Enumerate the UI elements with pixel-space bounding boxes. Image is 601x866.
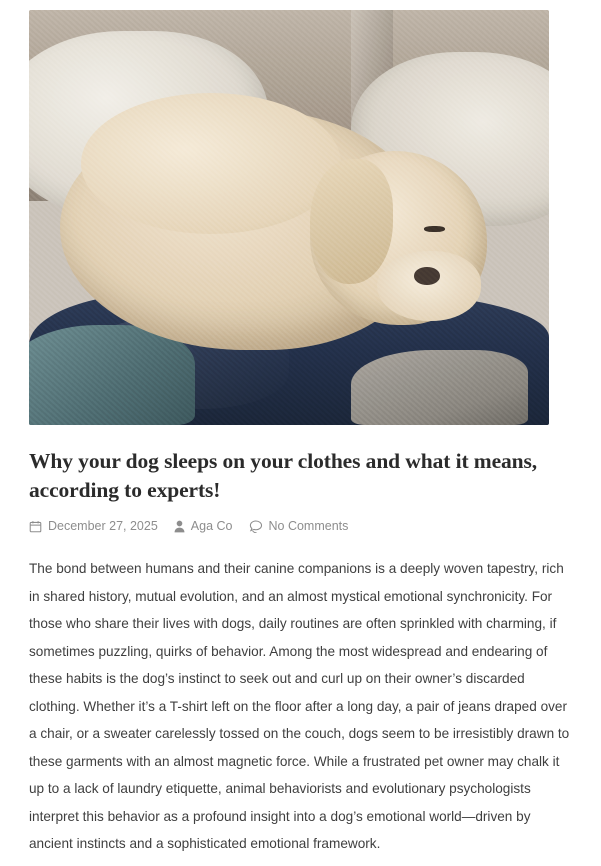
meta-date: [29, 519, 158, 533]
photo-texture-overlay: [29, 10, 549, 425]
page-title: Why your dog sleeps on your clothes and what it means, according to experts!: [29, 449, 538, 503]
post-body: [29, 555, 572, 857]
comment-icon: [249, 520, 263, 533]
post-meta: [29, 519, 572, 533]
meta-comments[interactable]: [249, 519, 349, 533]
meta-author: [174, 519, 233, 533]
meta-date-label: December 27, 2025: [48, 519, 158, 534]
user-icon: [174, 520, 185, 533]
featured-image: [29, 10, 549, 425]
post-body-paragraph: The bond between humans and their canine companions is a deeply woven tapestry, rich in shared history, mutual evolution, and an almost mystical emotional synchronicity. For those who share their lives with dogs, daily routines are often sprinkled with charming, if sometimes puzzling, quirks of behavior. Among the most widespread and endearing of these habits is the dog’s instinct to seek out and curl up on their owner’s discarded clothing. Whether it’s a T-shirt left on the floor after a long day, a pair of jeans draped over a chair, or a sweater carelessly tossed on the couch, dogs seem to be irresistibly drawn to these garments with an almost magnetic force. While a frustrated pet owner may chalk it up to a lack of laundry etiquette, animal behaviorists and evolutionary psychologists interpret this behavior as a profound insight into a dog’s emotional world—driven by ancient instincts and a sophisticated emotional framework.: [29, 561, 570, 851]
meta-comments-label: No Comments: [268, 519, 349, 534]
meta-author-label: Aga Co: [190, 519, 233, 534]
calendar-icon: [29, 520, 42, 533]
